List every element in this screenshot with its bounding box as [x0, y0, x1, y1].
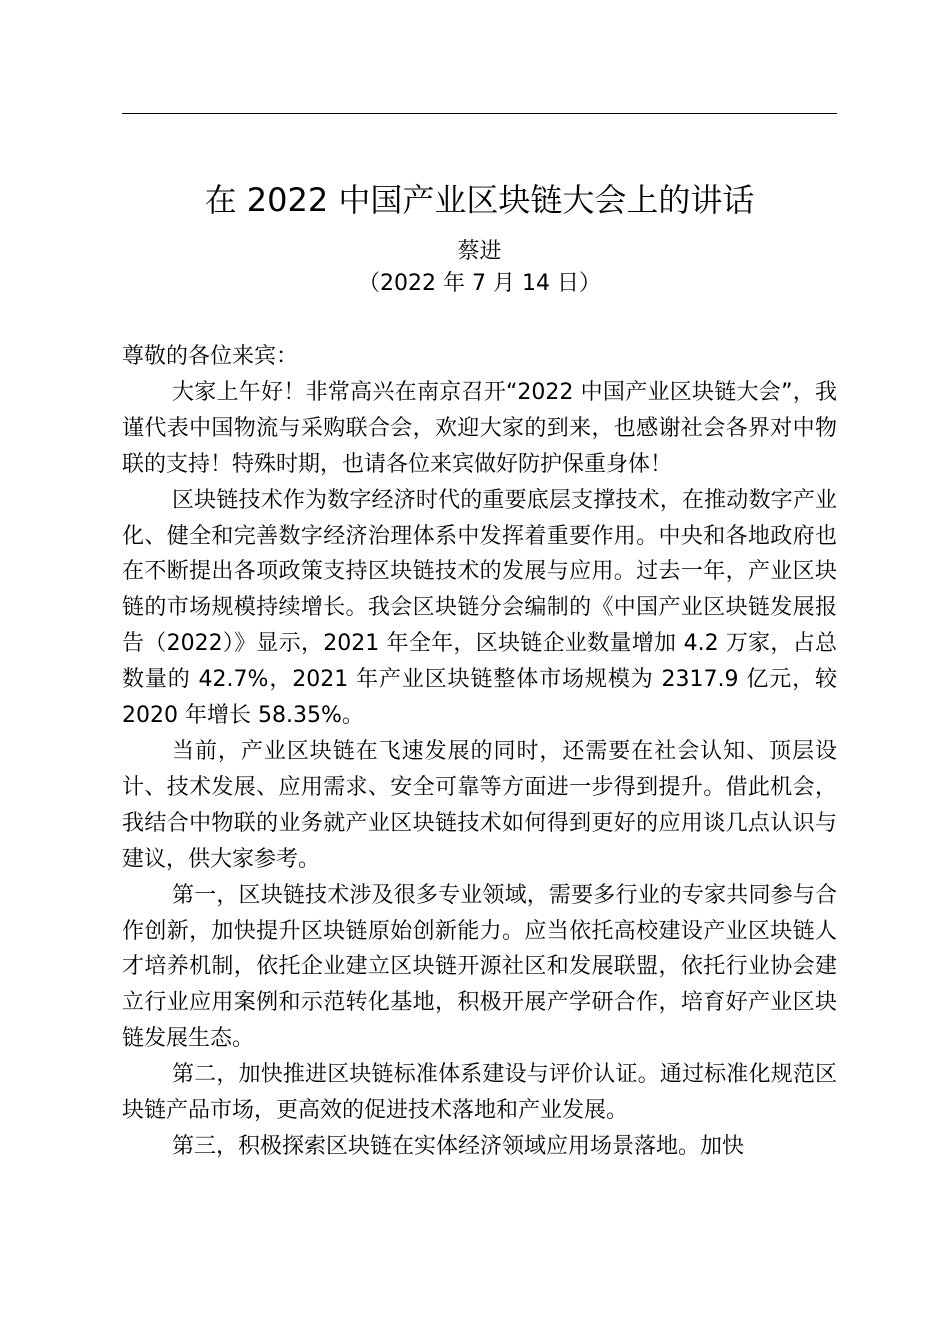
paragraph: 当前，产业区块链在飞速发展的同时，还需要在社会认知、顶层设计、技术发展、应用需求、安全可靠等方面进一步得到提升。借此机会，我结合中物联的业务就产业区块链技术如何得到更好的应用谈几点认识与建议，供大家参考。 [122, 738, 837, 872]
speech-body [122, 339, 837, 1165]
paragraph: 第二，加快推进区块链标准体系建设与评价认证。通过标准化规范区块链产品市场，更高效的促进技术落地和产业发展。 [122, 1062, 837, 1124]
paragraph: 第一，区块链技术涉及很多专业领域，需要多行业的专家共同参与合作创新，加快提升区块链原始创新能力。应当依托高校建设产业区块链人才培养机制，依托企业建立区块链开源社区和发展联盟，依托行业协会建立行业应用案例和示范转化基地，积极开展产学研合作，培育好产业区块链发展生态。 [122, 882, 837, 1052]
paragraph: 区块链技术作为数字经济时代的重要底层支撑技术，在推动数字产业化、健全和完善数字经济治理体系中发挥着重要作用。中央和各地政府也在不断提出各项政策支持区块链技术的发展与应用。过去一年，产业区块链的市场规模持续增长。我会区块链分会编制的《中国产业区块链发展报告（2022）》显示，2021 年全年，区块链企业数量增加 4.2 万家，占总数量的 42.7%，2021 年产业区块链整体市场规模为 2317.9 亿元，较 2020 年增长 58.35%。 [122, 487, 837, 729]
speech-date: （2022 年 7 月 14 日） [358, 271, 601, 296]
document-title: 在 2022 中国产业区块链大会上的讲话 [204, 181, 755, 219]
paragraph: 大家上午好！非常高兴在南京召开“2022 中国产业区块链大会”，我谨代表中国物流与采购联合会，欢迎大家的到来，也感谢社会各界对中物联的支持！特殊时期，也请各位来宾做好防护保重身体！ [122, 379, 837, 477]
author-name: 蔡进 [457, 239, 502, 264]
header-rule [122, 113, 837, 114]
salutation: 尊敬的各位来宾： [122, 344, 299, 369]
paragraph: 第三，积极探索区块链在实体经济领域应用场景落地。加快 [172, 1133, 745, 1159]
